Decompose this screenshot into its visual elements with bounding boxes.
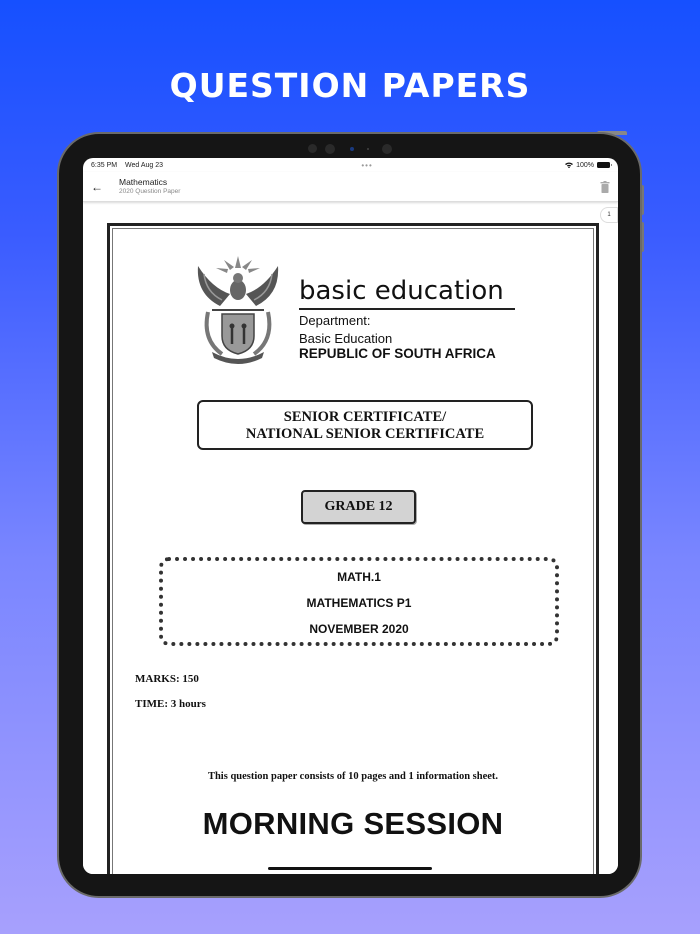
department-label: Department:	[299, 313, 371, 328]
subject-name: MATHEMATICS P1	[306, 596, 412, 610]
tablet-frame	[57, 132, 642, 898]
app-bar	[83, 172, 618, 202]
time-label: TIME: 3 hours	[135, 698, 206, 710]
marks-label: MARKS: 150	[135, 673, 199, 685]
question-paper-page	[107, 223, 599, 874]
camera-sensor	[382, 144, 392, 154]
certificate-line-1: SENIOR CERTIFICATE/	[283, 409, 447, 425]
camera-sensor	[325, 144, 335, 154]
screen	[83, 158, 618, 874]
session-title: MORNING SESSION	[202, 806, 504, 841]
back-button[interactable]	[91, 180, 107, 194]
status-time: 6:35 PM	[91, 161, 118, 169]
battery-percent: 100%	[576, 161, 594, 169]
coat-of-arms-icon	[194, 254, 282, 364]
page-title: Mathematics	[119, 177, 168, 188]
hero-title: QUESTION PAPERS	[169, 66, 531, 105]
camera-lens	[350, 147, 354, 151]
battery-icon	[597, 162, 610, 168]
brand-title: basic education	[299, 276, 515, 310]
page-subtitle: 2020 Question Paper	[119, 187, 181, 195]
page-number-badge: 1	[600, 207, 618, 223]
camera-dot	[367, 148, 369, 150]
department-header	[299, 276, 515, 361]
certificate-line-2: NATIONAL SENIOR CERTIFICATE	[245, 426, 485, 442]
status-date: Wed Aug 23	[125, 161, 164, 169]
country-name: REPUBLIC OF SOUTH AFRICA	[299, 346, 496, 361]
status-bar	[83, 158, 618, 172]
subject-box	[159, 557, 559, 646]
subject-code: MATH.1	[337, 570, 381, 584]
certificate-box	[197, 400, 533, 450]
camera-sensor	[308, 144, 317, 153]
home-indicator[interactable]	[268, 867, 432, 870]
wifi-icon	[565, 162, 573, 168]
trash-icon[interactable]	[600, 181, 610, 193]
pdf-viewer[interactable]	[83, 203, 618, 874]
department-name: Basic Education	[299, 331, 393, 346]
exam-date: NOVEMBER 2020	[309, 622, 409, 636]
back-arrow-icon: ←	[91, 179, 103, 194]
multitask-dots[interactable]: •••	[361, 160, 373, 170]
grade-box: GRADE 12	[301, 490, 416, 524]
page-count-note: This question paper consists of 10 pages and 1 information sheet.	[207, 771, 499, 782]
